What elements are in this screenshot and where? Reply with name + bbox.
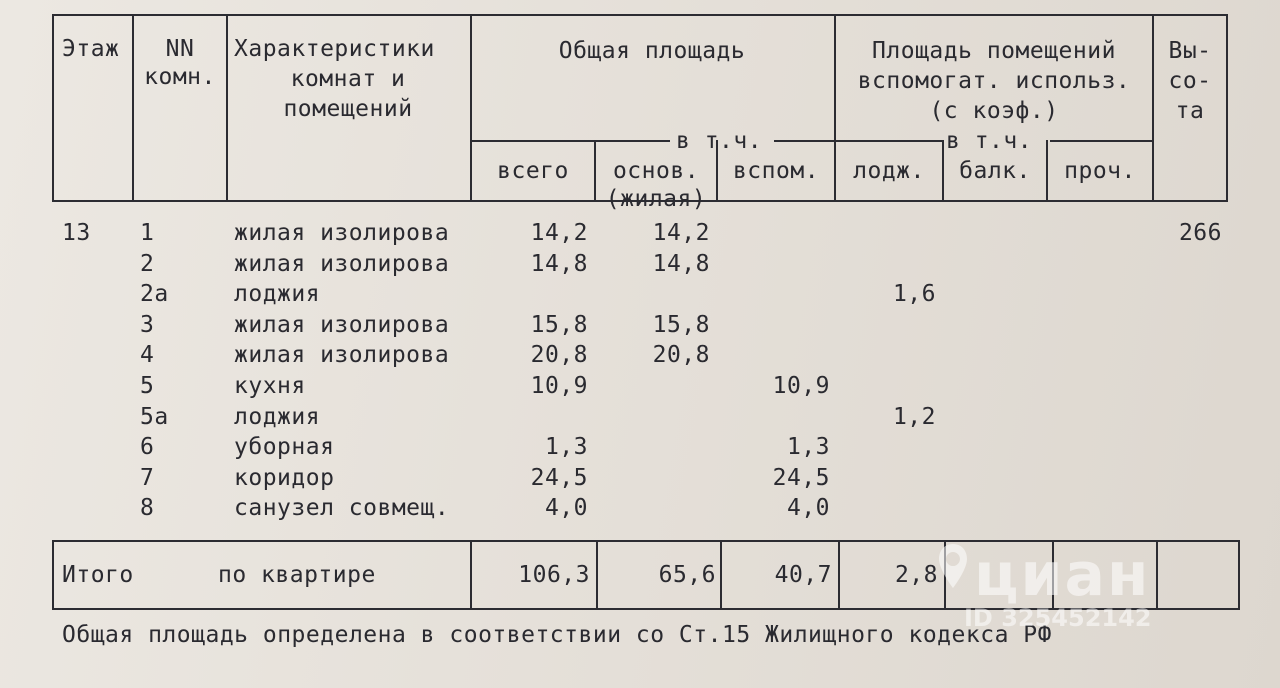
row-room-name: коридор xyxy=(234,464,335,491)
row-room-name: жилая изолирова xyxy=(234,250,450,277)
row-room-no: 4 xyxy=(140,342,155,369)
header-incl2: в т.ч. xyxy=(946,128,1033,154)
row-room-name: уборная xyxy=(234,434,335,461)
header-main-2: (жилая) xyxy=(605,186,707,212)
row-main-area: 14,2 xyxy=(652,220,710,246)
totals-divider xyxy=(944,540,946,610)
totals-loggia-area: 2,8 xyxy=(894,562,938,588)
row-total-area: 1,3 xyxy=(544,434,588,461)
row-room-name: жилая изолирова xyxy=(234,220,450,246)
header-incl: в т.ч. xyxy=(676,128,763,154)
header-loggia: лодж. xyxy=(853,158,925,184)
header-other: проч. xyxy=(1064,158,1136,184)
row-room-no: 8 xyxy=(140,495,155,522)
header-characteristics-1: Характеристики xyxy=(234,36,435,62)
row-main-area: 20,8 xyxy=(652,342,710,369)
header-subline xyxy=(470,140,670,142)
header-subline xyxy=(1050,140,1152,142)
footnote: Общая площадь определена в соответствии со Ст.15 Жилищного кодекса РФ xyxy=(62,622,1052,648)
header-height-2: со- xyxy=(1168,68,1212,94)
totals-main-area: 65,6 xyxy=(658,562,716,588)
row-aux-area: 1,3 xyxy=(786,434,830,461)
header-balcony: балк. xyxy=(959,158,1031,184)
totals-divider xyxy=(1156,540,1158,610)
header-height-1: Вы- xyxy=(1168,38,1212,64)
row-room-no: 2а xyxy=(140,281,169,308)
header-subline xyxy=(834,140,944,142)
row-loggia-area: 1,6 xyxy=(892,281,936,308)
header-floor: Этаж xyxy=(62,36,120,62)
header-characteristics-3: помещений xyxy=(283,96,413,122)
header-room-no-2: комн. xyxy=(144,64,216,90)
row-height: 266 xyxy=(1178,220,1222,246)
row-room-name: лоджия xyxy=(234,281,321,308)
header-main-1: основ. xyxy=(612,158,700,184)
header-aux: вспом. xyxy=(732,158,820,184)
row-room-no: 2 xyxy=(140,250,155,277)
row-room-no: 3 xyxy=(140,311,155,338)
row-main-area: 14,8 xyxy=(652,250,710,277)
row-total-area: 15,8 xyxy=(530,311,588,338)
header-aux-rooms-2: вспомогат. использ. xyxy=(857,68,1131,94)
row-total-area: 20,8 xyxy=(530,342,588,369)
header-total-area: Общая площадь xyxy=(558,38,746,64)
header-aux-rooms-1: Площадь помещений xyxy=(872,38,1116,64)
header-aux-rooms-3: (с коэф.) xyxy=(929,98,1059,124)
header-room-no-1: NN xyxy=(165,36,195,62)
row-room-name: жилая изолирова xyxy=(234,311,450,338)
row-total-area: 14,2 xyxy=(530,220,588,246)
row-total-area: 24,5 xyxy=(530,464,588,491)
totals-divider xyxy=(1052,540,1054,610)
row-aux-area: 10,9 xyxy=(772,373,830,399)
row-room-no: 7 xyxy=(140,464,155,491)
header-characteristics-2: комнат и xyxy=(290,66,406,92)
row-floor: 13 xyxy=(62,220,91,246)
totals-label-2: по квартире xyxy=(218,562,376,588)
header-subline xyxy=(774,140,834,142)
row-room-name: лоджия xyxy=(234,403,321,430)
header-height-3: та xyxy=(1175,98,1205,124)
row-room-no: 1 xyxy=(140,220,155,246)
row-room-name: кухня xyxy=(234,373,306,399)
header-all: всего xyxy=(497,158,569,184)
row-room-no: 5а xyxy=(140,403,169,430)
row-total-area: 14,8 xyxy=(530,250,588,277)
row-room-name: жилая изолирова xyxy=(234,342,450,369)
row-total-area: 4,0 xyxy=(544,495,588,522)
totals-aux-area: 40,7 xyxy=(774,562,832,588)
totals-label: Итого xyxy=(62,562,134,588)
row-room-name: санузел совмещ. xyxy=(234,495,450,522)
totals-total-area: 106,3 xyxy=(518,562,590,588)
row-aux-area: 4,0 xyxy=(786,495,830,522)
row-loggia-area: 1,2 xyxy=(892,403,936,430)
row-total-area: 10,9 xyxy=(530,373,588,399)
row-room-no: 6 xyxy=(140,434,155,461)
row-room-no: 5 xyxy=(140,373,155,399)
row-aux-area: 24,5 xyxy=(772,464,830,491)
watermark-brand: циан xyxy=(974,540,1151,610)
watermark-id: ID 325452142 xyxy=(964,604,1152,632)
row-main-area: 15,8 xyxy=(652,311,710,338)
